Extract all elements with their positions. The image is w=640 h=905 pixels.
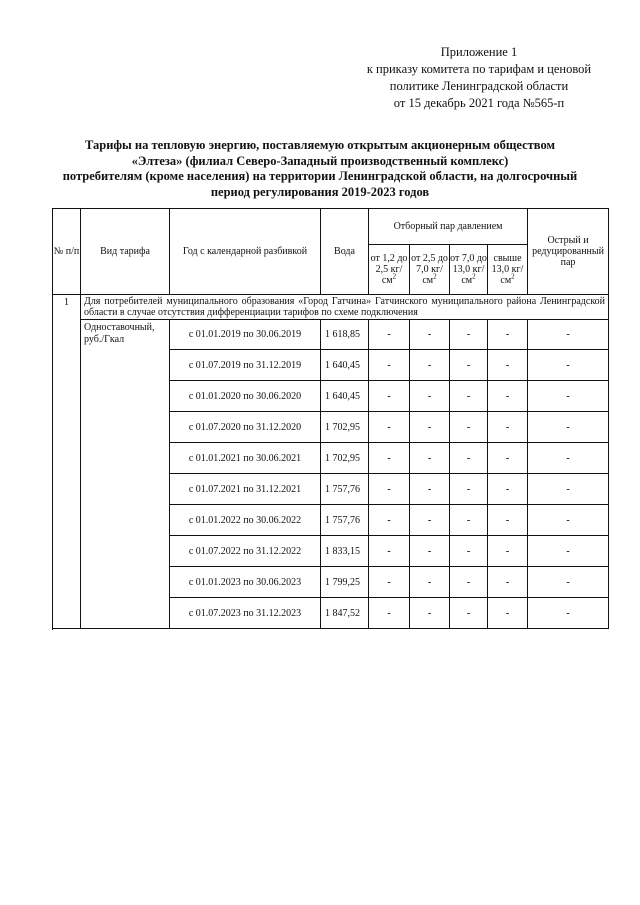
- appendix-line-4: от 15 декабрь 2021 года №565-п: [393, 96, 565, 110]
- appendix-line-1: Приложение 1: [440, 45, 518, 59]
- steam-2-value: -: [410, 567, 450, 598]
- steam-1-value: -: [369, 536, 410, 567]
- header-sharp-steam: Острый и редуцированный пар: [528, 209, 609, 295]
- steam-1-value: -: [369, 567, 410, 598]
- water-value: 1 618,85: [321, 320, 369, 350]
- steam-2-value: -: [410, 381, 450, 412]
- sharp-steam-value: -: [528, 474, 609, 505]
- steam-3-value: -: [450, 320, 488, 350]
- steam-3-value: -: [450, 412, 488, 443]
- period-cell: с 01.07.2019 по 31.12.2019: [170, 350, 321, 381]
- steam-2-value: -: [410, 505, 450, 536]
- title-line-1: Тарифы на тепловую энергию, поставляемую открытым акционерным обществом: [84, 138, 556, 152]
- tariff-table: [52, 208, 609, 629]
- steam-2-value: -: [410, 320, 450, 350]
- steam-2-value: -: [410, 443, 450, 474]
- water-value: 1 757,76: [321, 505, 369, 536]
- sharp-steam-value: -: [528, 350, 609, 381]
- period-cell: с 01.07.2020 по 31.12.2020: [170, 412, 321, 443]
- period-cell: с 01.07.2022 по 31.12.2022: [170, 536, 321, 567]
- steam-4-value: -: [488, 567, 528, 598]
- steam-1-value: -: [369, 474, 410, 505]
- steam-3-value: -: [450, 567, 488, 598]
- water-value: 1 799,25: [321, 567, 369, 598]
- steam-1-value: -: [369, 598, 410, 629]
- sharp-steam-value: -: [528, 381, 609, 412]
- tariff-kind: Одноставочный, руб./Гкал: [81, 320, 170, 629]
- steam-1-value: -: [369, 505, 410, 536]
- sharp-steam-value: -: [528, 598, 609, 629]
- period-cell: с 01.07.2023 по 31.12.2023: [170, 598, 321, 629]
- water-value: 1 702,95: [321, 443, 369, 474]
- steam-2-value: -: [410, 536, 450, 567]
- steam-1-value: -: [369, 350, 410, 381]
- steam-2-value: -: [410, 412, 450, 443]
- sharp-steam-value: -: [528, 320, 609, 350]
- period-cell: с 01.01.2022 по 30.06.2022: [170, 505, 321, 536]
- steam-1-value: -: [369, 381, 410, 412]
- header-steam-2: от 2,5 до 7,0 $кг/см^2$: [410, 245, 450, 295]
- water-value: 1 757,76: [321, 474, 369, 505]
- steam-4-value: -: [488, 474, 528, 505]
- document-title: [40, 138, 600, 200]
- group-description: Для потребителей муниципального образования «Город Гатчина» Гатчинского муниципального района Ленинградской области в случае отсутствия дифференциации тарифов по схеме подключения: [81, 295, 609, 320]
- header-steam-1: от 1,2 до 2,5 $кг/см^2$: [369, 245, 410, 295]
- steam-3-value: -: [450, 505, 488, 536]
- steam-3-value: -: [450, 381, 488, 412]
- period-cell: с 01.01.2023 по 30.06.2023: [170, 567, 321, 598]
- steam-2-value: -: [410, 350, 450, 381]
- steam-2-value: -: [410, 474, 450, 505]
- steam-4-value: -: [488, 381, 528, 412]
- title-line-2: «Элтеза» (филиал Северо-Западный производственный комплекс): [131, 153, 509, 168]
- steam-3-value: -: [450, 474, 488, 505]
- steam-4-value: -: [488, 536, 528, 567]
- water-value: 1 833,15: [321, 536, 369, 567]
- appendix-line-3: политике Ленинградской области: [389, 79, 569, 93]
- header-year: Год с календарной разбивкой: [170, 209, 321, 295]
- header-water: Вода: [321, 209, 369, 295]
- steam-4-value: -: [488, 505, 528, 536]
- steam-4-value: -: [488, 320, 528, 350]
- title-line-3: потребителям (кроме населения) на территории Ленинградской области, на долгосрочный: [62, 169, 578, 183]
- period-cell: с 01.01.2020 по 30.06.2020: [170, 381, 321, 412]
- period-cell: с 01.01.2019 по 30.06.2019: [170, 320, 321, 350]
- steam-1-value: -: [369, 320, 410, 350]
- table-row: [53, 320, 609, 350]
- header-steam-4: свыше 13,0 $кг/см^2$: [488, 245, 528, 295]
- water-value: 1 640,45: [321, 350, 369, 381]
- header-num: № п/п: [53, 209, 81, 295]
- title-line-4: период регулирования 2019-2023 годов: [210, 184, 430, 199]
- sharp-steam-value: -: [528, 505, 609, 536]
- steam-4-value: -: [488, 412, 528, 443]
- sharp-steam-value: -: [528, 412, 609, 443]
- sharp-steam-value: -: [528, 443, 609, 474]
- row-number: 1: [53, 295, 81, 629]
- appendix-header: [354, 44, 604, 112]
- period-cell: с 01.07.2021 по 31.12.2021: [170, 474, 321, 505]
- steam-4-value: -: [488, 598, 528, 629]
- steam-1-value: -: [369, 412, 410, 443]
- header-steam-group: Отборный пар давлением: [369, 209, 528, 245]
- water-value: 1 847,52: [321, 598, 369, 629]
- sharp-steam-value: -: [528, 567, 609, 598]
- steam-4-value: -: [488, 350, 528, 381]
- steam-3-value: -: [450, 536, 488, 567]
- period-cell: с 01.01.2021 по 30.06.2021: [170, 443, 321, 474]
- steam-3-value: -: [450, 350, 488, 381]
- steam-3-value: -: [450, 443, 488, 474]
- steam-4-value: -: [488, 443, 528, 474]
- header-steam-3: от 7,0 до 13,0 $кг/см^2$: [450, 245, 488, 295]
- appendix-line-2: к приказу комитета по тарифам и ценовой: [366, 62, 592, 76]
- sharp-steam-value: -: [528, 536, 609, 567]
- header-tariff-type: Вид тарифа: [81, 209, 170, 295]
- water-value: 1 640,45: [321, 381, 369, 412]
- water-value: 1 702,95: [321, 412, 369, 443]
- steam-2-value: -: [410, 598, 450, 629]
- steam-3-value: -: [450, 598, 488, 629]
- steam-1-value: -: [369, 443, 410, 474]
